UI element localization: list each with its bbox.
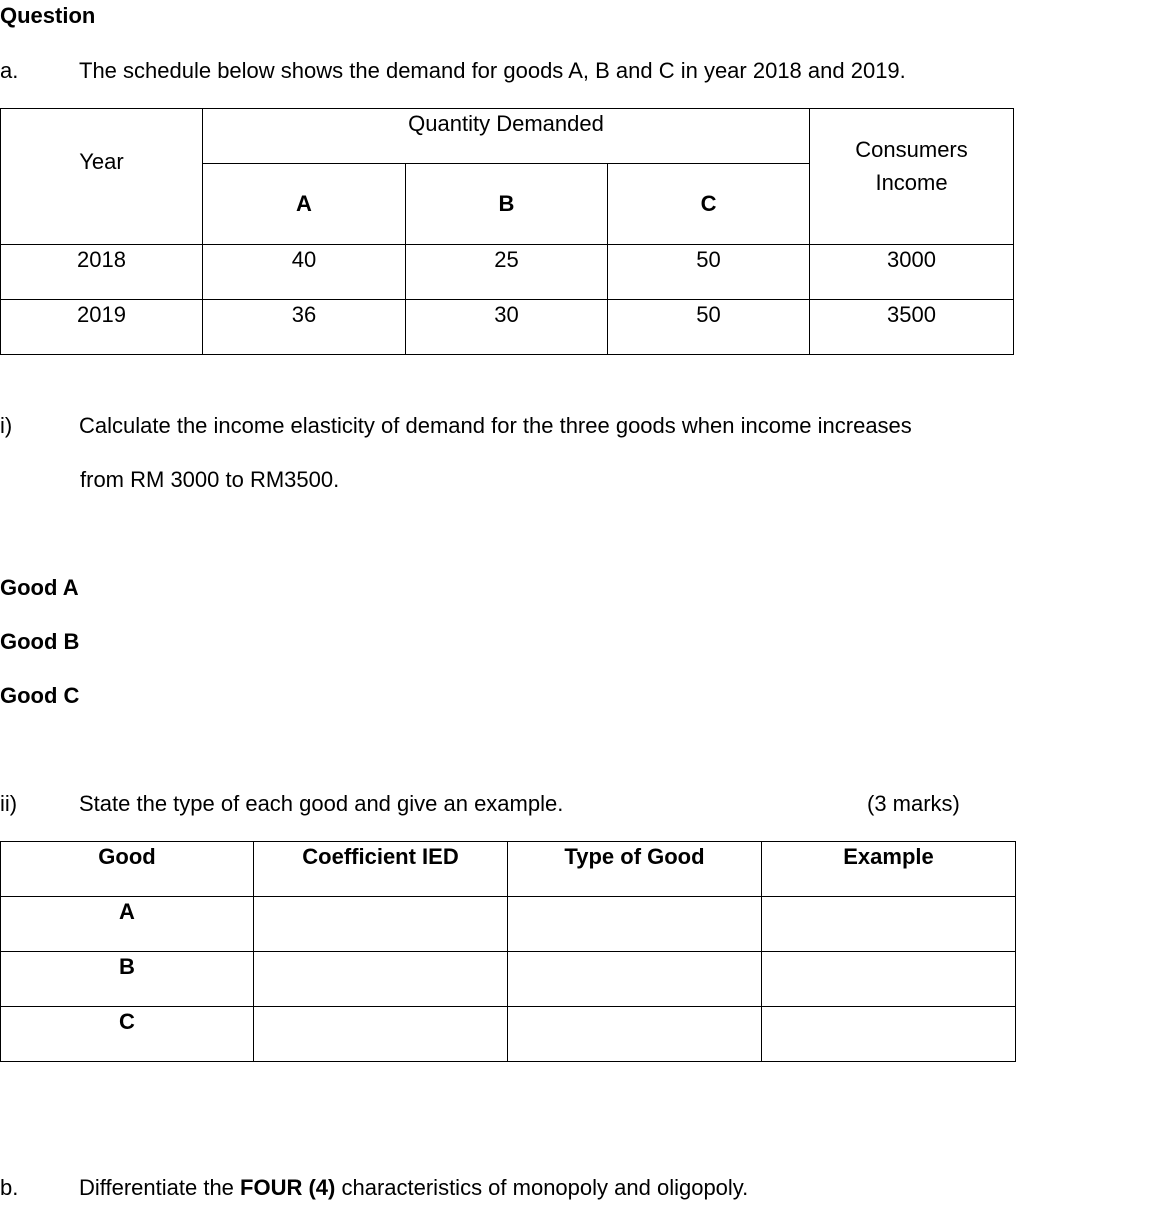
part-b-text-bold: FOUR (4) (240, 1175, 336, 1200)
question-title: Question (0, 3, 96, 28)
type-of-good-header: Type of Good (508, 842, 762, 897)
part-b-text-before: Differentiate the (79, 1175, 241, 1200)
income-cell: 3500 (810, 300, 1014, 355)
quantity-b-cell: 30 (406, 300, 608, 355)
question-i-line2: from RM 3000 to RM3500. (80, 467, 340, 492)
demand-schedule-table (0, 108, 1014, 355)
consumers-income-header (810, 109, 1014, 245)
income-header-line2: Income (875, 170, 948, 195)
example-cell[interactable] (762, 897, 1016, 952)
table-row (1, 897, 1016, 952)
part-a-label: a. (0, 58, 19, 83)
coefficient-cell[interactable] (254, 1007, 508, 1062)
good-cell: C (1, 1007, 254, 1062)
coefficient-cell[interactable] (254, 952, 508, 1007)
quantity-demanded-header: Quantity Demanded (203, 109, 810, 164)
coefficient-cell[interactable] (254, 897, 508, 952)
good-type-table (0, 841, 1016, 1062)
good-column-header: Good (1, 842, 254, 897)
quantity-a-cell: 36 (203, 300, 406, 355)
table-row (1, 245, 1014, 300)
type-table-header-row (1, 842, 1016, 897)
question-ii-label: ii) (0, 791, 18, 816)
type-cell[interactable] (508, 952, 762, 1007)
question-i-line1: Calculate the income elasticity of demand for the three goods when income increases (79, 413, 912, 438)
year-header: Year (1, 109, 203, 245)
good-c-label: Good C (0, 683, 80, 708)
year-cell: 2019 (1, 300, 203, 355)
part-b-label: b. (0, 1175, 19, 1200)
part-b-text (79, 1175, 748, 1201)
quantity-c-cell: 50 (608, 245, 810, 300)
type-cell[interactable] (508, 897, 762, 952)
year-cell: 2018 (1, 245, 203, 300)
good-b-header: B (406, 164, 608, 245)
good-cell: B (1, 952, 254, 1007)
question-i-label: i) (0, 413, 13, 438)
table-row (1, 300, 1014, 355)
type-cell[interactable] (508, 1007, 762, 1062)
example-cell[interactable] (762, 1007, 1016, 1062)
part-b-text-after: characteristics of monopoly and oligopoly. (335, 1175, 749, 1200)
income-header-line1: Consumers (855, 137, 968, 162)
example-cell[interactable] (762, 952, 1016, 1007)
part-a-intro: The schedule below shows the demand for goods A, B and C in year 2018 and 2019. (79, 58, 906, 83)
good-cell: A (1, 897, 254, 952)
income-cell: 3000 (810, 245, 1014, 300)
table-row (1, 952, 1016, 1007)
quantity-b-cell: 25 (406, 245, 608, 300)
table-row (1, 1007, 1016, 1062)
good-b-label: Good B (0, 629, 80, 654)
good-a-header: A (203, 164, 406, 245)
good-a-label: Good A (0, 575, 79, 600)
marks-label: (3 marks) (867, 791, 960, 816)
coefficient-ied-header: Coefficient IED (254, 842, 508, 897)
quantity-c-cell: 50 (608, 300, 810, 355)
good-c-header: C (608, 164, 810, 245)
demand-table-header-row (1, 109, 1014, 164)
question-ii-text: State the type of each good and give an example. (79, 791, 564, 816)
example-header: Example (762, 842, 1016, 897)
quantity-a-cell: 40 (203, 245, 406, 300)
